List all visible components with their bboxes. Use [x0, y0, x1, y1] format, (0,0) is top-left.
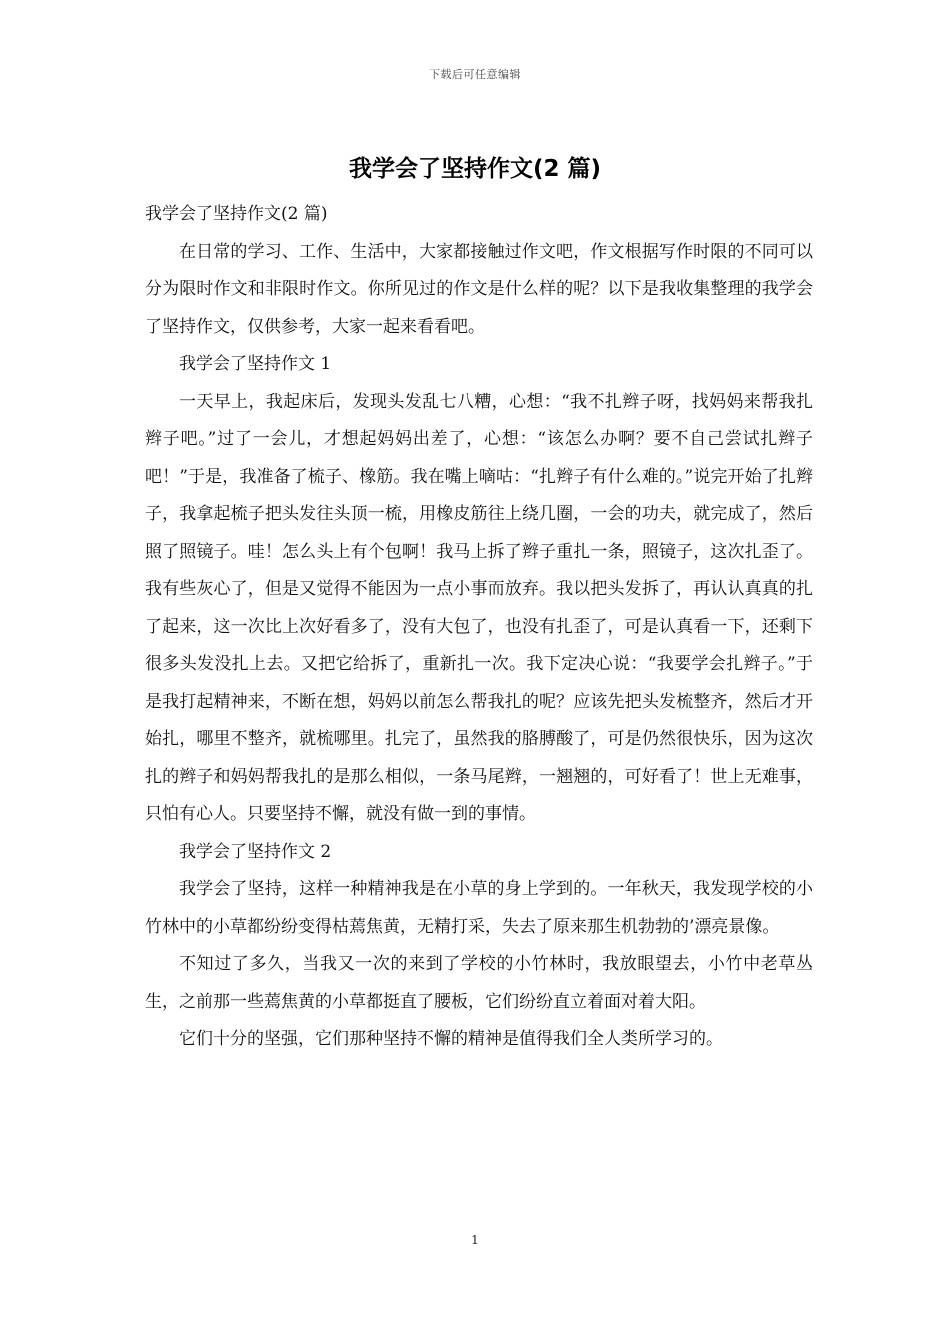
subtitle-paragraph: 我学会了坚持作文(2 篇) [145, 204, 328, 224]
page-number: 1 [471, 1233, 479, 1247]
page-header: 下载后可任意编辑 [429, 68, 521, 81]
section-heading-essay-2: 我学会了坚持作文 2 [179, 841, 332, 862]
intro-paragraph: 在日常的学习、工作、生活中，大家都接触过作文吧，作文根据写作时限的不同可以分为限时作文和非限时作文。你所见过的作文是什么样的呢？以下是我收集整理的我学会了坚持作文，仅供参考，大家一起来看看吧。 [145, 241, 813, 337]
section-heading-essay-1: 我学会了坚持作文 1 [179, 354, 332, 374]
essay-2-paragraph-1: 我学会了坚持，这样一种精神我是在小草的身上学到的。一年秋天，我发现学校的小竹林中的小草都纷纷变得枯蔫焦黄，无精打采，失去了原来那生机勃勃的’漂亮景像。 [145, 879, 813, 937]
essay-1-paragraph: 一天早上，我起床后，发现头发乱七八糟，心想：“我不扎辫子呀，找妈妈来帮我扎辫子吧。”过了一会儿，才想起妈妈出差了，心想：“该怎么办啊？要不自己尝试扎辫子吧！”于是，我准备了梳子、橡筋。我在嘴上嘀咕：“扎辫子有什么难的。”说完开始了扎辫子，我拿起梳子把头发往头顶一梳，用橡皮筋往上绕几圈，一会的功夫，就完成了，然后照了照镜子。哇！怎么头上有个包啊！我马上拆了辫子重扎一条，照镜子，这次扎歪了。我有些灰心了，但是又觉得不能因为一点小事而放弃。我以把头发拆了，再认认真真的扎了起来，这一次比上次好看多了，没有大包了，也没有扎歪了，可是认真看一下，还剩下很多头发没扎上去。又把它给拆了，重新扎一次。我下定决心说：“我要学会扎辫子。”于是我打起精神来，不断在想，妈妈以前怎么帮我扎的呢？应该先把头发梳整齐，然后才开始扎，哪里不整齐，就梳哪里。扎完了，虽然我的胳膊酸了，可是仍然很快乐，因为这次扎的辫子和妈妈帮我扎的是那么相似，一条马尾辫，一翘翘的，可好看了！世上无难事，只怕有心人。只要坚持不懈，就没有做一到的事情。 [145, 391, 813, 824]
document-body [145, 196, 813, 1059]
document-title: 我学会了坚持作文(2 篇) [348, 156, 602, 182]
essay-2-paragraph-3: 它们十分的坚强，它们那种坚持不懈的精神是值得我们全人类所学习的。 [179, 1029, 723, 1049]
essay-2-paragraph-2: 不知过了多久，当我又一次的来到了学校的小竹林时，我放眼望去，小竹中老草丛生，之前那一些蔫焦黄的小草都挺直了腰板，它们纷纷直立着面对着大阳。 [145, 954, 813, 1012]
